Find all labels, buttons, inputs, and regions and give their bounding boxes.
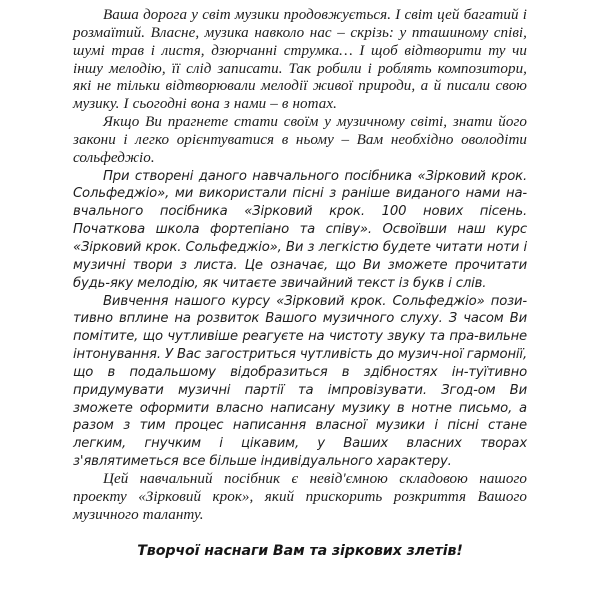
paragraph-2: Якщо Ви прагнете стати своїм у музичному світі, знати його закони і легко орієнтуватися в ньому – Вам необхідно оволодіти сольфеджіо.: [73, 114, 527, 166]
paragraph-5: Цей навчальний посібник є невід'ємною складовою нашого проекту «Зірковий крок», який прискорить розкриття Вашого музичного таланту.: [73, 470, 527, 523]
closing-line: Творчої наснаги Вам та зіркових злетів!: [137, 543, 463, 560]
body-text-block: [73, 7, 527, 561]
paragraph-1: Ваша дорога у світ музики продовжується. І світ цей багатий і розмаїтий. Власне, музика навколо нас – скрізь: у пташиному співі, шумі трав і листя, дзюрчанні струмка… І щоб відтворити ту чи іншу мелодію, її слід записати. Так робили і роблять композитори, які не тільки відтворювали мелодії живої природи, а й писали свою музику. І сьогодні вона з нами – в нотах.: [73, 7, 527, 113]
paragraph-3: При створені даного навчального посібника «Зірковий крок. Сольфеджіо», ми використали пісні з раніше виданого нами на-вчального посібника «Зірковий крок. 100 нових пісень. Початкова школа фортепіано та співу». Освоївши наш курс «Зірковий крок. Сольфеджіо», Ви з легкістю будете читати ноти і музичні твори з листа. Це означає, що Ви зможете прочитати будь-яку мелодію, як читаєте звичайний текст із букв і слів.: [73, 168, 527, 291]
paragraph-4: Вивчення нашого курсу «Зірковий крок. Сольфеджіо» пози-тивно вплине на розвиток Вашого музичного слуху. З часом Ви помітите, що чутливіше реагуєте на чистоту звуку та пра-вильне інтонування. У Вас загостриться чутливість до музич-ної гармонії, що в подальшому відобразиться в здібностях ін-туїтивно придумувати музичні партії та імпровізувати. Згод-ом Ви зможете оформити власно написану музику в нотне письмо, а разом з тим процес написання власної музики і пісні стане легким, гнучким і цікавим, у Ваших власних творах з'являтиметься все більше індивідуального характеру.: [73, 293, 527, 470]
